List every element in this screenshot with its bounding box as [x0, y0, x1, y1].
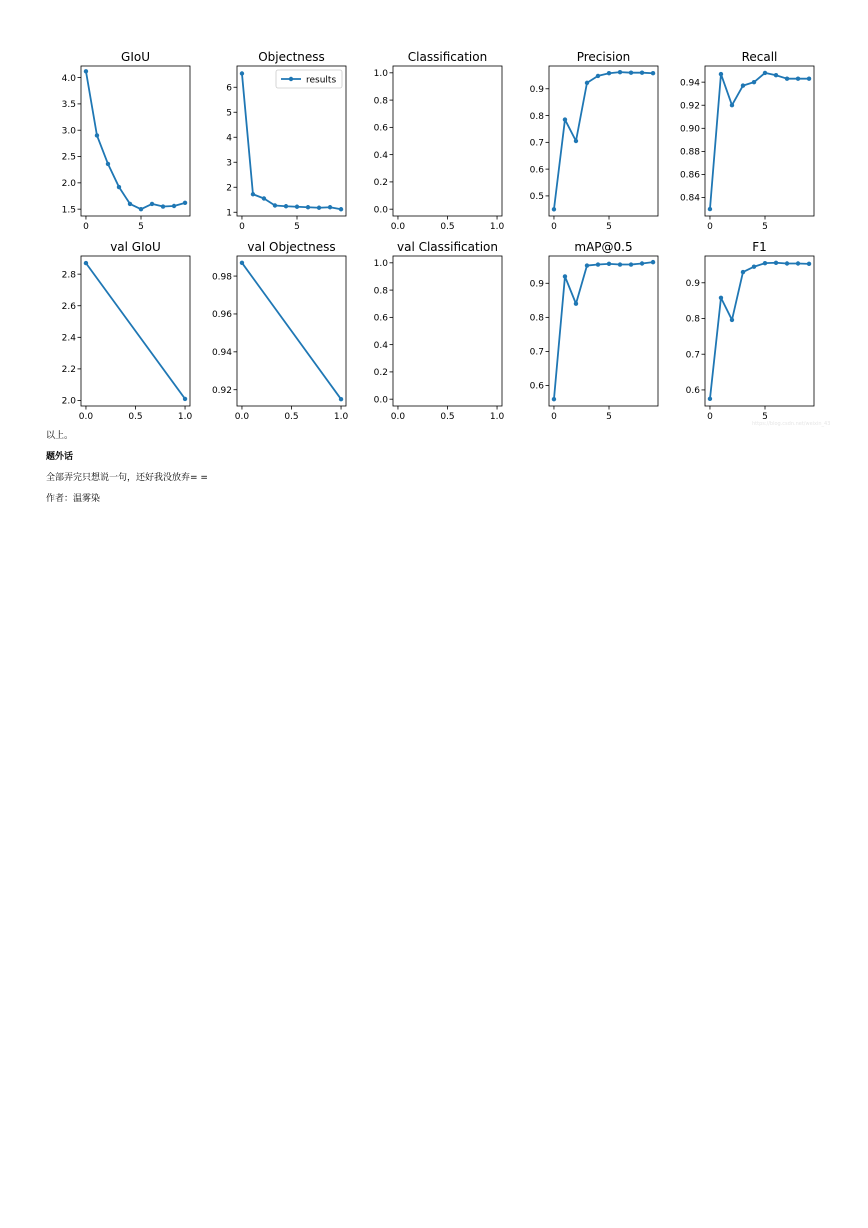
y-tick-label: 4	[226, 133, 232, 144]
y-tick-label: 0.94	[679, 78, 700, 89]
y-tick-label: 2.0	[61, 396, 76, 407]
y-tick-label: 5	[226, 108, 232, 119]
axes-frame	[393, 256, 502, 406]
data-point	[240, 71, 244, 75]
y-tick-label: 0.98	[211, 272, 232, 283]
chart-title: F1	[752, 240, 767, 254]
data-point	[629, 262, 633, 266]
data-point	[317, 206, 321, 210]
y-tick-label: 0.9	[685, 278, 700, 289]
chart-panel-6	[62, 240, 193, 422]
chart-panel-7	[212, 240, 349, 422]
y-tick-label: 0.9	[529, 279, 544, 290]
data-point	[618, 262, 622, 266]
data-point	[150, 202, 154, 206]
y-tick-label: 3.0	[61, 126, 76, 137]
y-tick-label: 0.8	[529, 111, 544, 122]
data-point	[284, 204, 288, 208]
y-tick-label: 0.8	[685, 314, 700, 325]
data-point	[161, 204, 165, 208]
axes-frame	[705, 66, 814, 216]
data-point	[763, 261, 767, 265]
data-point	[752, 265, 756, 269]
y-tick-label: 0.94	[211, 348, 232, 359]
chart-title: val Objectness	[247, 240, 336, 254]
legend-marker	[289, 77, 293, 81]
y-tick-label: 0.6	[373, 123, 388, 134]
x-tick-label: 0	[707, 222, 713, 232]
data-point	[752, 80, 756, 84]
x-tick-label: 1.0	[333, 412, 349, 422]
data-point	[629, 70, 633, 74]
x-tick-label: 0.0	[390, 222, 406, 232]
x-tick-label: 5	[762, 412, 768, 422]
y-tick-label: 0.86	[679, 170, 700, 181]
x-tick-label: 0	[83, 222, 89, 232]
y-tick-label: 0.7	[529, 138, 544, 149]
data-point	[730, 103, 734, 107]
chart-title: Precision	[576, 50, 631, 64]
y-tick-label: 0.4	[373, 340, 388, 351]
data-point	[807, 76, 811, 80]
x-tick-label: 5	[606, 412, 612, 422]
y-tick-label: 0.4	[373, 150, 388, 161]
x-tick-label: 0	[551, 412, 557, 422]
series-line	[86, 71, 185, 209]
x-tick-label: 0	[707, 412, 713, 422]
closing-line: 以上。	[46, 431, 74, 441]
data-point	[796, 261, 800, 265]
y-tick-label: 2.6	[61, 301, 76, 312]
series-line	[710, 73, 809, 209]
data-point	[719, 296, 723, 300]
series-line	[86, 263, 185, 399]
y-tick-label: 2.0	[61, 179, 76, 190]
series-line	[554, 262, 653, 399]
axes-frame	[81, 66, 190, 216]
x-tick-label: 0.5	[128, 412, 143, 422]
chart-panel-8	[374, 240, 505, 422]
remark-line: 全部弄完只想说一句，还好我没放弃= =	[46, 473, 208, 483]
data-point	[306, 205, 310, 209]
y-tick-label: 0.6	[373, 313, 388, 324]
data-point	[618, 70, 622, 74]
chart-panel-10	[686, 240, 814, 422]
x-tick-label: 0.5	[440, 412, 455, 422]
results-figure	[0, 0, 868, 430]
chart-panel-4	[530, 50, 658, 232]
data-point	[596, 262, 600, 266]
y-tick-label: 0.90	[679, 124, 700, 135]
data-point	[596, 74, 600, 78]
data-point	[708, 397, 712, 401]
y-tick-label: 0.92	[211, 385, 232, 396]
chart-panel-9	[530, 240, 658, 422]
chart-panel-1	[62, 50, 190, 232]
chart-title: Recall	[741, 50, 778, 64]
data-point	[563, 274, 567, 278]
y-tick-label: 0.2	[373, 178, 388, 189]
data-point	[273, 203, 277, 207]
y-tick-label: 0.8	[529, 313, 544, 324]
data-point	[339, 397, 343, 401]
x-tick-label: 5	[762, 222, 768, 232]
data-point	[574, 302, 578, 306]
data-point	[552, 207, 556, 211]
data-point	[774, 261, 778, 265]
x-tick-label: 0.5	[284, 412, 299, 422]
y-tick-label: 4.0	[61, 73, 76, 84]
y-tick-label: 0.6	[685, 386, 700, 397]
data-point	[607, 262, 611, 266]
y-tick-label: 0.92	[679, 101, 700, 112]
y-tick-label: 0.7	[685, 350, 700, 361]
y-tick-label: 0.84	[679, 193, 700, 204]
series-line	[710, 263, 809, 399]
x-tick-label: 5	[606, 222, 612, 232]
data-point	[585, 263, 589, 267]
data-point	[339, 207, 343, 211]
data-point	[774, 73, 778, 77]
data-point	[574, 139, 578, 143]
axes-frame	[393, 66, 502, 216]
y-tick-label: 6	[226, 83, 232, 94]
y-tick-label: 1	[226, 208, 232, 219]
chart-panel-2	[226, 50, 346, 232]
y-tick-label: 0.88	[679, 147, 700, 158]
y-tick-label: 0.6	[529, 165, 544, 176]
data-point	[106, 162, 110, 166]
y-tick-label: 0.8	[373, 96, 388, 107]
data-point	[172, 204, 176, 208]
data-point	[552, 397, 556, 401]
data-point	[117, 185, 121, 189]
x-tick-label: 5	[294, 222, 300, 232]
x-tick-label: 1.0	[489, 222, 505, 232]
axes-frame	[705, 256, 814, 406]
y-tick-label: 0.5	[529, 192, 544, 203]
data-point	[651, 71, 655, 75]
data-point	[84, 69, 88, 73]
data-point	[640, 70, 644, 74]
author-line: 作者：温雾染	[46, 494, 101, 504]
chart-title: GIoU	[121, 50, 150, 64]
y-tick-label: 0.9	[529, 84, 544, 95]
data-point	[730, 318, 734, 322]
chart-title: Objectness	[258, 50, 325, 64]
y-tick-label: 2	[226, 183, 232, 194]
chart-title: Classification	[407, 50, 488, 64]
chart-panel-3	[374, 50, 505, 232]
chart-title: val Classification	[396, 240, 499, 254]
y-tick-label: 0.96	[211, 310, 232, 321]
x-tick-label: 0.0	[234, 412, 250, 422]
data-point	[807, 262, 811, 266]
data-point	[785, 261, 789, 265]
data-point	[84, 261, 88, 265]
data-point	[741, 270, 745, 274]
y-tick-label: 0.2	[373, 368, 388, 379]
y-tick-label: 2.2	[61, 365, 76, 376]
y-tick-label: 1.0	[373, 259, 388, 270]
y-tick-label: 2.5	[61, 152, 76, 163]
chart-title: mAP@0.5	[574, 240, 633, 254]
series-line	[242, 263, 341, 399]
data-point	[183, 201, 187, 205]
axes-frame	[549, 66, 658, 216]
x-tick-label: 0	[239, 222, 245, 232]
x-tick-label: 1.0	[177, 412, 193, 422]
x-tick-label: 1.0	[489, 412, 505, 422]
y-tick-label: 1.0	[373, 69, 388, 80]
series-line	[554, 72, 653, 209]
y-tick-label: 0.0	[373, 395, 388, 406]
y-tick-label: 0.7	[529, 347, 544, 358]
data-point	[251, 192, 255, 196]
watermark: https://blog.csdn.net/weixin_43	[752, 421, 831, 427]
data-point	[183, 397, 187, 401]
data-point	[240, 261, 244, 265]
y-tick-label: 3	[226, 158, 232, 169]
data-point	[763, 71, 767, 75]
data-point	[607, 71, 611, 75]
section-heading: 题外话	[46, 452, 74, 462]
y-tick-label: 2.4	[61, 333, 76, 344]
data-point	[708, 207, 712, 211]
y-tick-label: 2.8	[61, 270, 76, 281]
x-tick-label: 0.5	[440, 222, 455, 232]
data-point	[563, 117, 567, 121]
data-point	[95, 133, 99, 137]
chart-panel-5	[680, 50, 814, 232]
data-point	[295, 205, 299, 209]
y-tick-label: 3.5	[61, 100, 76, 111]
x-tick-label: 5	[138, 222, 144, 232]
data-point	[139, 207, 143, 211]
legend-label: results	[306, 75, 337, 86]
data-point	[785, 76, 789, 80]
x-tick-label: 0.0	[78, 412, 94, 422]
data-point	[796, 76, 800, 80]
data-point	[128, 202, 132, 206]
data-point	[640, 261, 644, 265]
x-tick-label: 0.0	[390, 412, 406, 422]
y-tick-label: 0.8	[373, 286, 388, 297]
y-tick-label: 0.0	[373, 205, 388, 216]
data-point	[328, 205, 332, 209]
data-point	[585, 81, 589, 85]
chart-title: val GIoU	[110, 240, 161, 254]
data-point	[262, 196, 266, 200]
series-line	[242, 74, 341, 210]
x-tick-label: 0	[551, 222, 557, 232]
y-tick-label: 0.6	[529, 381, 544, 392]
data-point	[719, 72, 723, 76]
data-point	[741, 83, 745, 87]
y-tick-label: 1.5	[61, 205, 76, 216]
data-point	[651, 260, 655, 264]
